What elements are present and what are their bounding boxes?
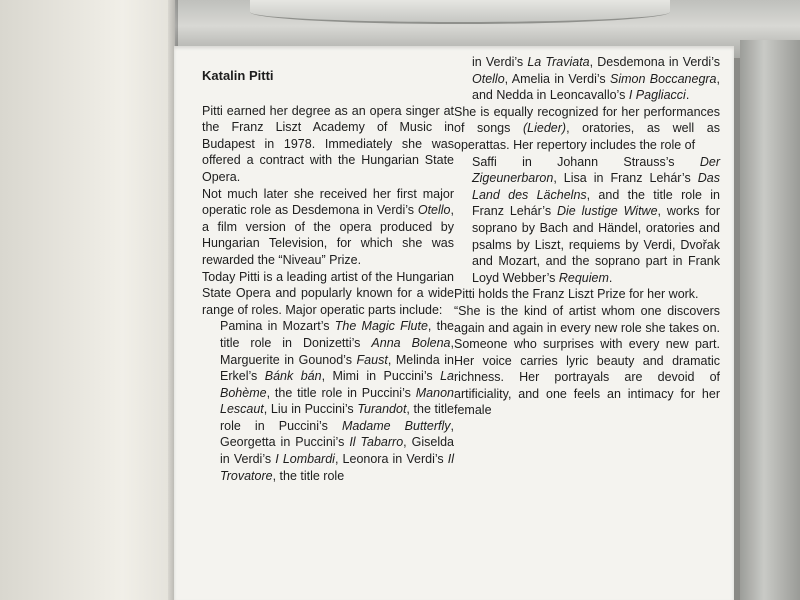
text-run: , Mimi in Puccini’s [321,369,441,384]
text-run: Saffi in Johann Strauss’s [472,154,700,169]
text-run: , Desdemona in Verdi’s [589,55,721,69]
text-run: . [608,270,613,285]
text-run-italic: Requiem [558,270,609,285]
text-run: , the title role in Puccini’s [220,402,454,433]
text-run-italic: Faust [356,352,388,367]
paragraph-quote: “She is the kind of artist whom one discovers again and again in every new role she takes on. Someone who surprises with every new part. Her voice carries lyric beauty and dramatic richness. Her portrayals are devoid of artificiality, and one feels an intimacy for her female [454,303,720,418]
operatic-parts-continued [454,54,720,104]
text-run: in Verdi’s [472,55,528,69]
text-run: , Lisa in Franz Lehár’s [553,171,698,186]
text-run-italic: (Lieder) [522,121,567,136]
text-run-italic: Bánk bán [264,369,322,384]
text-run-italic: Il Tabarro [349,435,404,450]
text-run: She is equally recognized for her performances of songs [454,104,720,136]
text-run-italic: Das Land des Lächelns [472,171,720,202]
text-run: , Georgetta in Puccini’s [220,418,454,450]
booklet-page [174,46,734,600]
text-run-italic: Turandot [357,402,407,417]
text-run-italic: The Magic Flute [334,319,428,334]
paragraph-songs [454,104,720,154]
text-run: , a film version of the opera produced by Hungarian Television, for which she was rewarded the “Niveau” Prize. [202,203,454,267]
text-run-italic: La Traviata [527,55,590,69]
text-run-italic: Otello [472,71,505,86]
text-run-italic: Anna Bolena [371,335,451,350]
text-run: Pamina in Mozart’s [220,319,335,334]
text-run-italic: Il Trovatore [220,452,455,483]
text-column-left [202,68,454,484]
text-column-right [454,54,720,419]
text-run: . [685,88,690,103]
text-run-italic: Simon Boccanegra [610,71,717,86]
text-run: , and the title role in Franz Lehár’s [472,187,720,219]
paragraph-prize: Pitti holds the Franz Liszt Prize for her work. [454,287,699,302]
cd-case-right-edge [740,40,800,600]
text-run-italic: Madame Butterfly [341,418,451,433]
text-run: , the title role in Donizetti’s [220,319,454,350]
text-run-italic: Die lustige Witwe [556,204,658,219]
text-run-italic: Der Zigeunerbaron [472,154,720,186]
text-run: , Melinda in Erkel’s [220,352,454,384]
artist-heading: Katalin Pitti [202,68,274,83]
text-run: , works for soprano by Bach and Händel, oratories and psalms by Liszt, requiems by Verdi, Dvořak and Mozart, and the soprano part in Frank Loyd Webber’s [472,204,720,285]
paragraph-today: Today Pitti is a leading artist of the Hungarian State Opera and popularly known for a wide range of roles. Major operatic parts include: [202,269,454,317]
repertory-list [454,154,720,287]
cd-case-left-panel [0,0,175,600]
operatic-parts-list [202,318,454,484]
text-run-italic: I Pagliacci [628,88,686,103]
text-run: , the title role in Puccini’s [266,385,416,400]
text-run: , and Nedda in Leoncavallo’s [472,71,720,103]
paragraph-first-role [202,186,454,269]
text-run: , Leonora in Verdi’s [334,452,448,467]
text-run-italic: Manon Lescaut [220,385,454,417]
text-run: , Liu in Puccini’s [263,402,358,417]
cd-disc-edge [250,0,670,24]
text-run: , Marguerite in Gounod’s [220,335,454,367]
text-run: , Amelia in Verdi’s [504,71,611,86]
text-run: , oratories, as well as operattas. Her repertory includes the role of [454,121,720,152]
text-run-italic: I Lombardi [275,452,335,467]
text-run-italic: La Bohème [220,369,454,400]
text-run-italic: Otello [417,203,451,218]
text-run: , Giselda in Verdi’s [220,435,454,467]
paragraph-degree: Pitti earned her degree as an opera singer at the Franz Liszt Academy of Music in Budapest in 1978. Immediately she was offered a contract with the Hungarian State Opera. [202,103,454,184]
text-run: , the title role [272,468,345,483]
text-run: Not much later she received her first major operatic role as Desdemona in Verdi’s [202,186,454,218]
